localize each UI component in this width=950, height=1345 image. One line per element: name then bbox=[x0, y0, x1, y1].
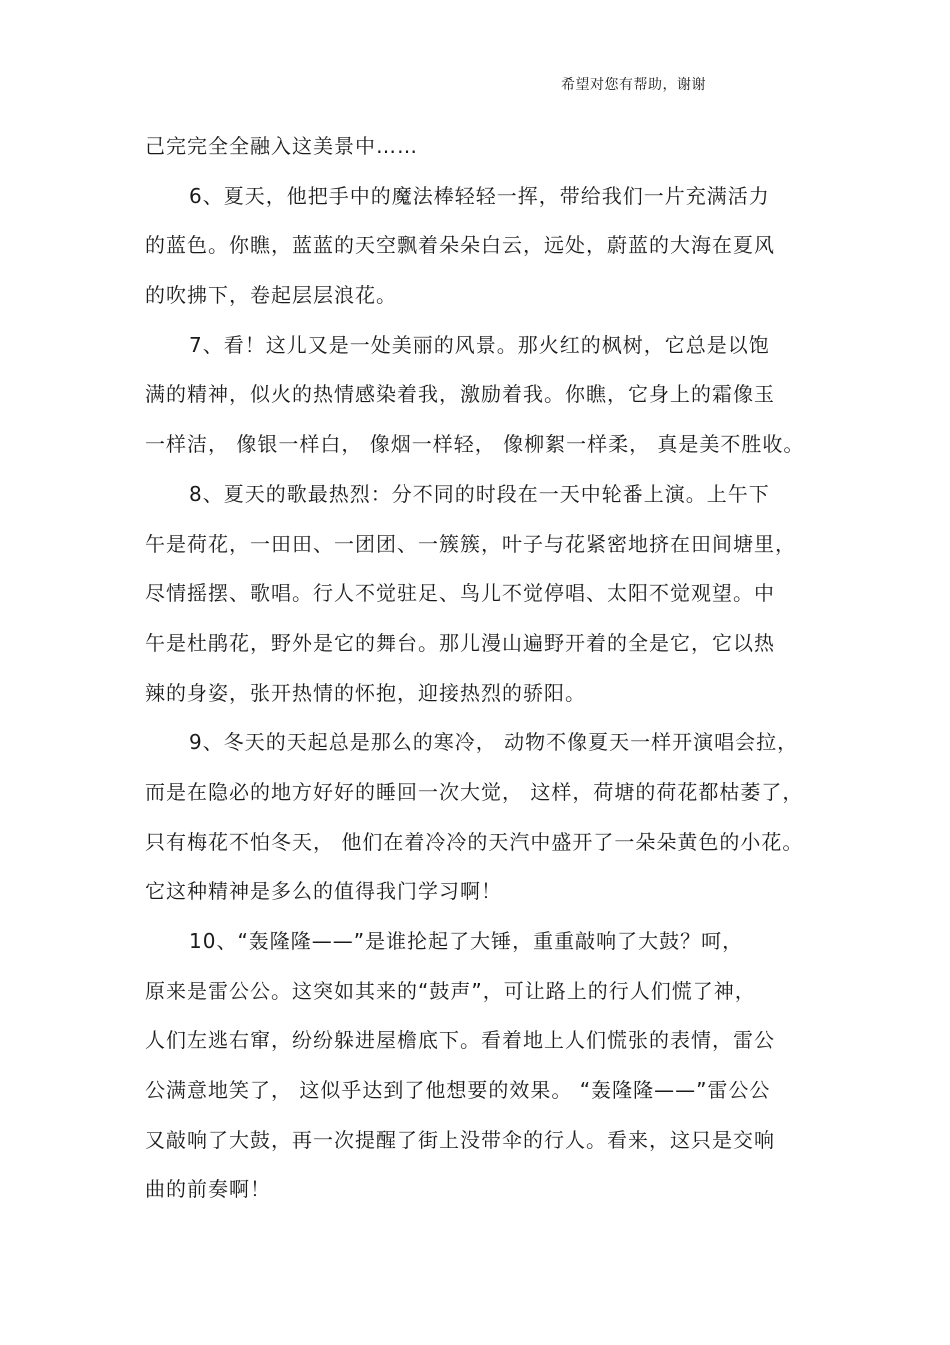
paragraph-8-start: 8、夏天的歌最热烈：分不同的时段在一天中轮番上演。上午下 bbox=[189, 481, 770, 506]
paragraph-6-start: 6、夏天，他把手中的魔法棒轻轻一挥，带给我们一片充满活力 bbox=[189, 183, 770, 208]
text-line: 原来是雷公公。这突如其来的“鼓声”，可让路上的行人们慌了神， bbox=[145, 978, 756, 1003]
text-line: 的吹拂下，卷起层层浪花。 bbox=[145, 283, 397, 308]
paragraph-7-start: 7、看！这儿又是一处美丽的风景。那火红的枫树，它总是以饱 bbox=[189, 332, 770, 357]
text-line: 公满意地笑了， 这似乎达到了他想要的效果。 “轰隆隆——”雷公公 bbox=[145, 1078, 771, 1103]
text-line: 的蓝色。你瞧，蓝蓝的天空飘着朵朵白云，远处，蔚蓝的大海在夏风 bbox=[145, 233, 775, 258]
header-note: 希望对您有帮助，谢谢 bbox=[561, 77, 706, 93]
text-line: 午是杜鹃花，野外是它的舞台。那儿漫山遍野开着的全是它，它以热 bbox=[145, 630, 775, 655]
text-line: 尽情摇摆、歌唱。行人不觉驻足、鸟儿不觉停唱、太阳不觉观望。中 bbox=[145, 581, 775, 606]
text-line: 午是荷花，一田田、一团团、一簇簇，叶子与花紧密地挤在田间塘里， bbox=[145, 531, 796, 556]
text-line: 又敲响了大鼓，再一次提醒了街上没带伞的行人。看来，这只是交响 bbox=[145, 1127, 775, 1152]
text-line: 己完完全全融入这美景中…… bbox=[145, 134, 418, 158]
text-line: 曲的前奏啊！ bbox=[145, 1177, 271, 1202]
text-line: 它这种精神是多么的值得我门学习啊！ bbox=[145, 879, 502, 904]
document-body bbox=[145, 122, 805, 1215]
text-line: 人们左逃右窜，纷纷躲进屋檐底下。看着地上人们慌张的表情，雷公 bbox=[145, 1028, 775, 1053]
text-line: 一样洁， 像银一样白， 像烟一样轻， 像柳絮一样柔， 真是美不胜收。 bbox=[145, 432, 805, 457]
text-line: 而是在隐必的地方好好的睡回一次大觉， 这样，荷塘的荷花都枯萎了， bbox=[145, 779, 804, 804]
paragraph-9-start: 9、冬天的天起总是那么的寒冷， 动物不像夏天一样开演唱会拉， bbox=[189, 730, 799, 755]
text-line: 只有梅花不怕冬天， 他们在着冷冷的天汽中盛开了一朵朵黄色的小花。 bbox=[145, 829, 804, 854]
paragraph-10-start: 10、“轰隆隆——”是谁抡起了大锤，重重敲响了大鼓？呵， bbox=[189, 929, 744, 953]
text-line: 辣的身姿，张开热情的怀抱，迎接热烈的骄阳。 bbox=[145, 680, 586, 705]
text-line: 满的精神，似火的热情感染着我，激励着我。你瞧，它身上的霜像玉 bbox=[145, 382, 775, 407]
